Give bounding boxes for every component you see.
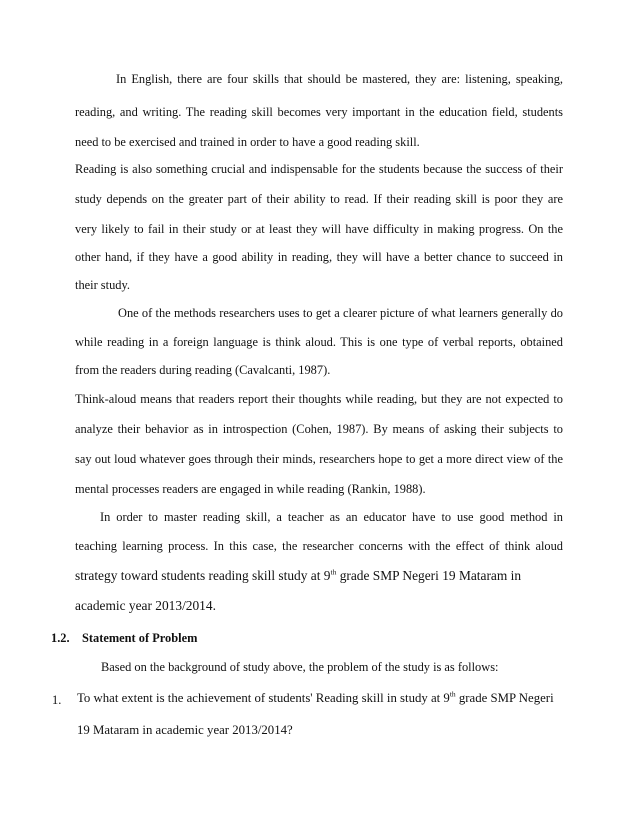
list-item-number: 1. <box>52 693 62 707</box>
paragraph-line: very likely to fail in their study or at least they will have difficulty in making progress. On the <box>75 222 563 236</box>
list-item-line: 19 Mataram in academic year 2013/2014? <box>77 723 293 737</box>
paragraph-line: from the readers during reading (Cavalcanti, 1987). <box>75 363 331 377</box>
superscript-th: th <box>330 567 337 577</box>
paragraph-line: In English, there are four skills that should be mastered, they are: listening, speaking, <box>116 72 563 86</box>
paragraph-text: strategy toward students reading skill study at 9 <box>75 568 331 583</box>
list-item-text: grade SMP Negeri <box>455 691 554 705</box>
list-item-text: To what extent is the achievement of students' Reading skill in study at 9 <box>77 691 450 705</box>
paragraph-line: Think-aloud means that readers report their thoughts while reading, but they are not expected to <box>75 392 563 406</box>
superscript-th: th <box>449 689 456 699</box>
paragraph-line: their study. <box>75 278 130 292</box>
list-item-line <box>77 690 563 706</box>
paragraph-line: need to be exercised and trained in order to have a good reading skill. <box>75 135 420 149</box>
section-title: Statement of Problem <box>82 631 198 645</box>
paragraph-line: teaching learning process. In this case, the researcher concerns with the effect of think aloud <box>75 539 563 553</box>
paragraph-line: mental processes readers are engaged in while reading (Rankin, 1988). <box>75 482 426 496</box>
paragraph-line: academic year 2013/2014. <box>75 598 216 613</box>
paragraph-line: One of the methods researchers uses to get a clearer picture of what learners generally do <box>118 306 563 320</box>
paragraph-line: while reading in a foreign language is think aloud. This is one type of verbal reports, obtained <box>75 335 563 349</box>
paragraph-line: Reading is also something crucial and indispensable for the students because the success of their <box>75 162 563 176</box>
paragraph-line: study depends on the greater part of their ability to read. If their reading skill is poor they are <box>75 192 563 206</box>
paragraph-text: grade SMP Negeri 19 Mataram in <box>336 568 522 583</box>
section-intro: Based on the background of study above, the problem of the study is as follows: <box>101 660 499 674</box>
paragraph-line: say out loud whatever goes through their minds, researchers hope to get a more direct view of the <box>75 452 563 466</box>
paragraph-line: In order to master reading skill, a teacher as an educator have to use good method in <box>100 510 563 524</box>
paragraph-line: analyze their behavior as in introspection (Cohen, 1987). By means of asking their subjects to <box>75 422 563 436</box>
section-number: 1.2. <box>51 631 70 645</box>
paragraph-line: reading, and writing. The reading skill becomes very important in the education field, students <box>75 105 563 119</box>
paragraph-line-with-superscript <box>75 568 563 584</box>
paragraph-line: other hand, if they have a good ability in reading, they will have a better chance to succeed in <box>75 250 563 264</box>
